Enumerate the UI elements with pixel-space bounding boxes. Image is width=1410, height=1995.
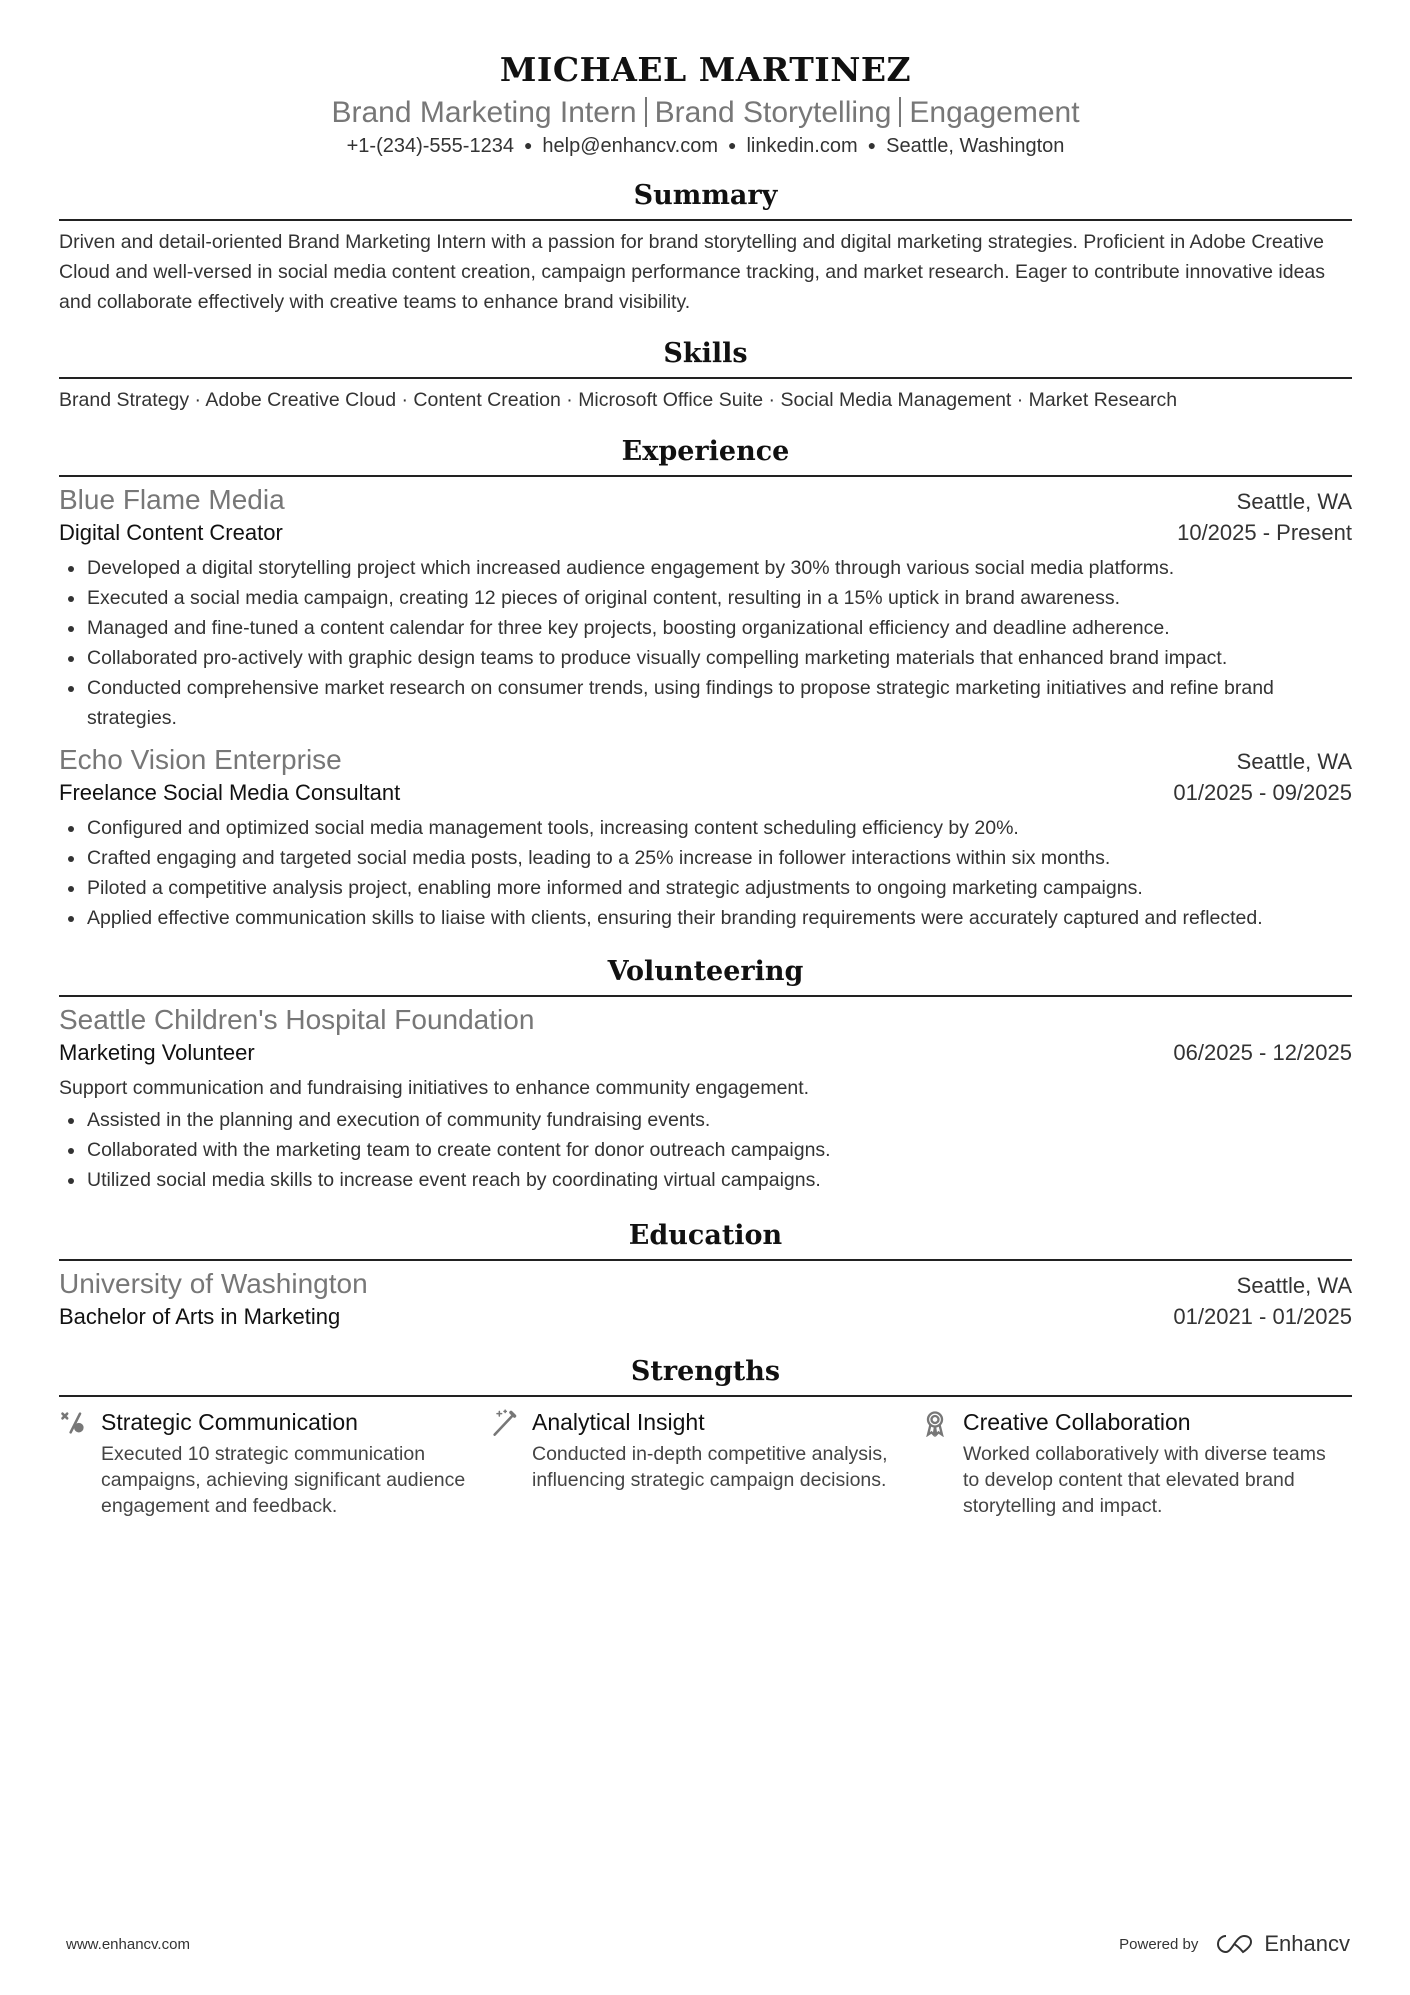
- list-item: Collaborated pro-actively with graphic design teams to produce visually compelling marketing materials that enhanced brand impact.: [59, 643, 1352, 673]
- job-location: Seattle, WA: [1236, 749, 1352, 774]
- enhancv-logo[interactable]: [1212, 1931, 1350, 1957]
- volunteer-dates: 06/2025 - 12/2025: [1173, 1040, 1352, 1065]
- section-divider: [59, 995, 1352, 997]
- strength-title: Creative Collaboration: [963, 1409, 1191, 1435]
- volunteer-description: Support communication and fundraising initiatives to enhance community engagement.: [59, 1077, 810, 1099]
- bullet-list: [59, 553, 1352, 733]
- brand-name: Enhancv: [1264, 1931, 1350, 1956]
- section-title: Skills: [663, 338, 748, 369]
- page-footer: [66, 1931, 1350, 1957]
- list-item: Conducted comprehensive market research on consumer trends, using findings to propose strategic marketing initiatives and refine brand strategies.: [59, 673, 1352, 733]
- section-divider: [59, 219, 1352, 221]
- section-title: Experience: [621, 436, 790, 467]
- headline-item: Engagement: [909, 96, 1080, 129]
- strength-item: [490, 1407, 921, 1519]
- section-title: Education: [628, 1220, 783, 1251]
- job-location: Seattle, WA: [1236, 489, 1352, 514]
- skills-list: Brand Strategy · Adobe Creative Cloud · Content Creation · Microsoft Office Suite · Social Media Management · Market Research: [59, 389, 1178, 411]
- school-name: University of Washington: [59, 1268, 368, 1299]
- strength-title: Analytical Insight: [532, 1409, 705, 1435]
- section-divider: [59, 1259, 1352, 1261]
- strengths-list: [59, 1407, 1352, 1519]
- location: Seattle, Washington: [886, 135, 1065, 157]
- organization-name: Seattle Children's Hospital Foundation: [59, 1004, 535, 1035]
- strength-title: Strategic Communication: [101, 1409, 358, 1435]
- contact-info: [59, 132, 1352, 159]
- award-medal-icon: [921, 1409, 949, 1437]
- strengths-section: [59, 1355, 1352, 1519]
- list-item: Applied effective communication skills to liaise with clients, ensuring their branding requirements were accurately captured and reflected.: [59, 903, 1352, 933]
- divider: [645, 97, 647, 127]
- section-divider: [59, 377, 1352, 379]
- summary-section: [59, 179, 1352, 317]
- resume-header: [59, 50, 1352, 159]
- divider: [899, 97, 901, 127]
- phone: +1-(234)-555-1234: [346, 135, 514, 157]
- candidate-name: MICHAEL MARTINEZ: [499, 50, 912, 89]
- experience-section: [59, 435, 1352, 933]
- list-item: Assisted in the planning and execution of community fundraising events.: [59, 1105, 1352, 1135]
- strength-item: [59, 1407, 490, 1519]
- website-link[interactable]: www.enhancv.com: [66, 1935, 190, 1953]
- list-item: Executed a social media campaign, creating 12 pieces of original content, resulting in a 15% uptick in brand awareness.: [59, 583, 1352, 613]
- headline-item: Brand Storytelling: [654, 96, 892, 129]
- magic-wand-icon: [490, 1409, 518, 1437]
- degree: Bachelor of Arts in Marketing: [59, 1304, 341, 1329]
- section-divider: [59, 1395, 1352, 1397]
- strength-description: Executed 10 strategic communication campaigns, achieving significant audience engagement and feedback.: [101, 1443, 466, 1517]
- list-item: Developed a digital storytelling project which increased audience engagement by 30% through various social media platforms.: [59, 553, 1352, 583]
- bullet-list: [59, 1105, 1352, 1195]
- bullet-list: [59, 813, 1352, 933]
- powered-by: [1119, 1931, 1350, 1957]
- company-name: Blue Flame Media: [59, 484, 285, 515]
- list-item: Managed and fine-tuned a content calendar for three key projects, boosting organizational efficiency and deadline adherence.: [59, 613, 1352, 643]
- list-item: Piloted a competitive analysis project, enabling more informed and strategic adjustments to ongoing marketing campaigns.: [59, 873, 1352, 903]
- target-arrow-icon: [59, 1409, 87, 1437]
- job-title: Freelance Social Media Consultant: [59, 780, 401, 805]
- separator-dot: ●: [523, 137, 533, 153]
- separator-dot: ●: [728, 137, 737, 153]
- experience-entry: [59, 743, 1352, 933]
- volunteer-role: Marketing Volunteer: [59, 1040, 255, 1065]
- section-title: Summary: [633, 180, 778, 211]
- list-item: Utilized social media skills to increase event reach by coordinating virtual campaigns.: [59, 1165, 1352, 1195]
- job-dates: 01/2025 - 09/2025: [1173, 780, 1352, 805]
- experience-entry: [59, 483, 1352, 733]
- school-location: Seattle, WA: [1236, 1273, 1352, 1298]
- list-item: Crafted engaging and targeted social media posts, leading to a 25% increase in follower interactions within six months.: [59, 843, 1352, 873]
- section-divider: [59, 475, 1352, 477]
- resume-page: [59, 0, 1352, 1519]
- skills-section: [59, 337, 1352, 415]
- headline-item: Brand Marketing Intern: [331, 96, 637, 129]
- section-title: Volunteering: [607, 956, 804, 987]
- company-name: Echo Vision Enterprise: [59, 744, 342, 775]
- summary-text: Driven and detail-oriented Brand Marketing Intern with a passion for brand storytelling and digital marketing strategies. Proficient in Adobe Creative Cloud and well-versed in social media content creation, campaign performance tracking, and market research. Eager to contribute innovative ideas and collaborate effectively with creative teams to enhance brand visibility.: [59, 231, 1326, 313]
- strength-description: Worked collaboratively with diverse teams to develop content that elevated brand storytelling and impact.: [963, 1443, 1326, 1517]
- linkedin-link[interactable]: linkedin.com: [746, 135, 858, 157]
- list-item: Configured and optimized social media management tools, increasing content scheduling efficiency by 20%.: [59, 813, 1352, 843]
- section-title: Strengths: [630, 1356, 781, 1387]
- strength-description: Conducted in-depth competitive analysis, influencing strategic campaign decisions.: [532, 1443, 888, 1491]
- list-item: Collaborated with the marketing team to create content for donor outreach campaigns.: [59, 1135, 1352, 1165]
- email-link[interactable]: help@enhancv.com: [542, 135, 719, 157]
- job-dates: 10/2025 - Present: [1177, 520, 1352, 545]
- strength-item: [921, 1407, 1352, 1519]
- enhancv-logo-icon: [1212, 1932, 1256, 1956]
- job-title: Digital Content Creator: [59, 520, 283, 545]
- powered-by-label: Powered by: [1119, 1935, 1199, 1953]
- headline: [59, 96, 1352, 130]
- education-dates: 01/2021 - 01/2025: [1173, 1304, 1352, 1329]
- separator-dot: ●: [867, 137, 877, 153]
- education-section: [59, 1219, 1352, 1333]
- volunteering-section: [59, 955, 1352, 1195]
